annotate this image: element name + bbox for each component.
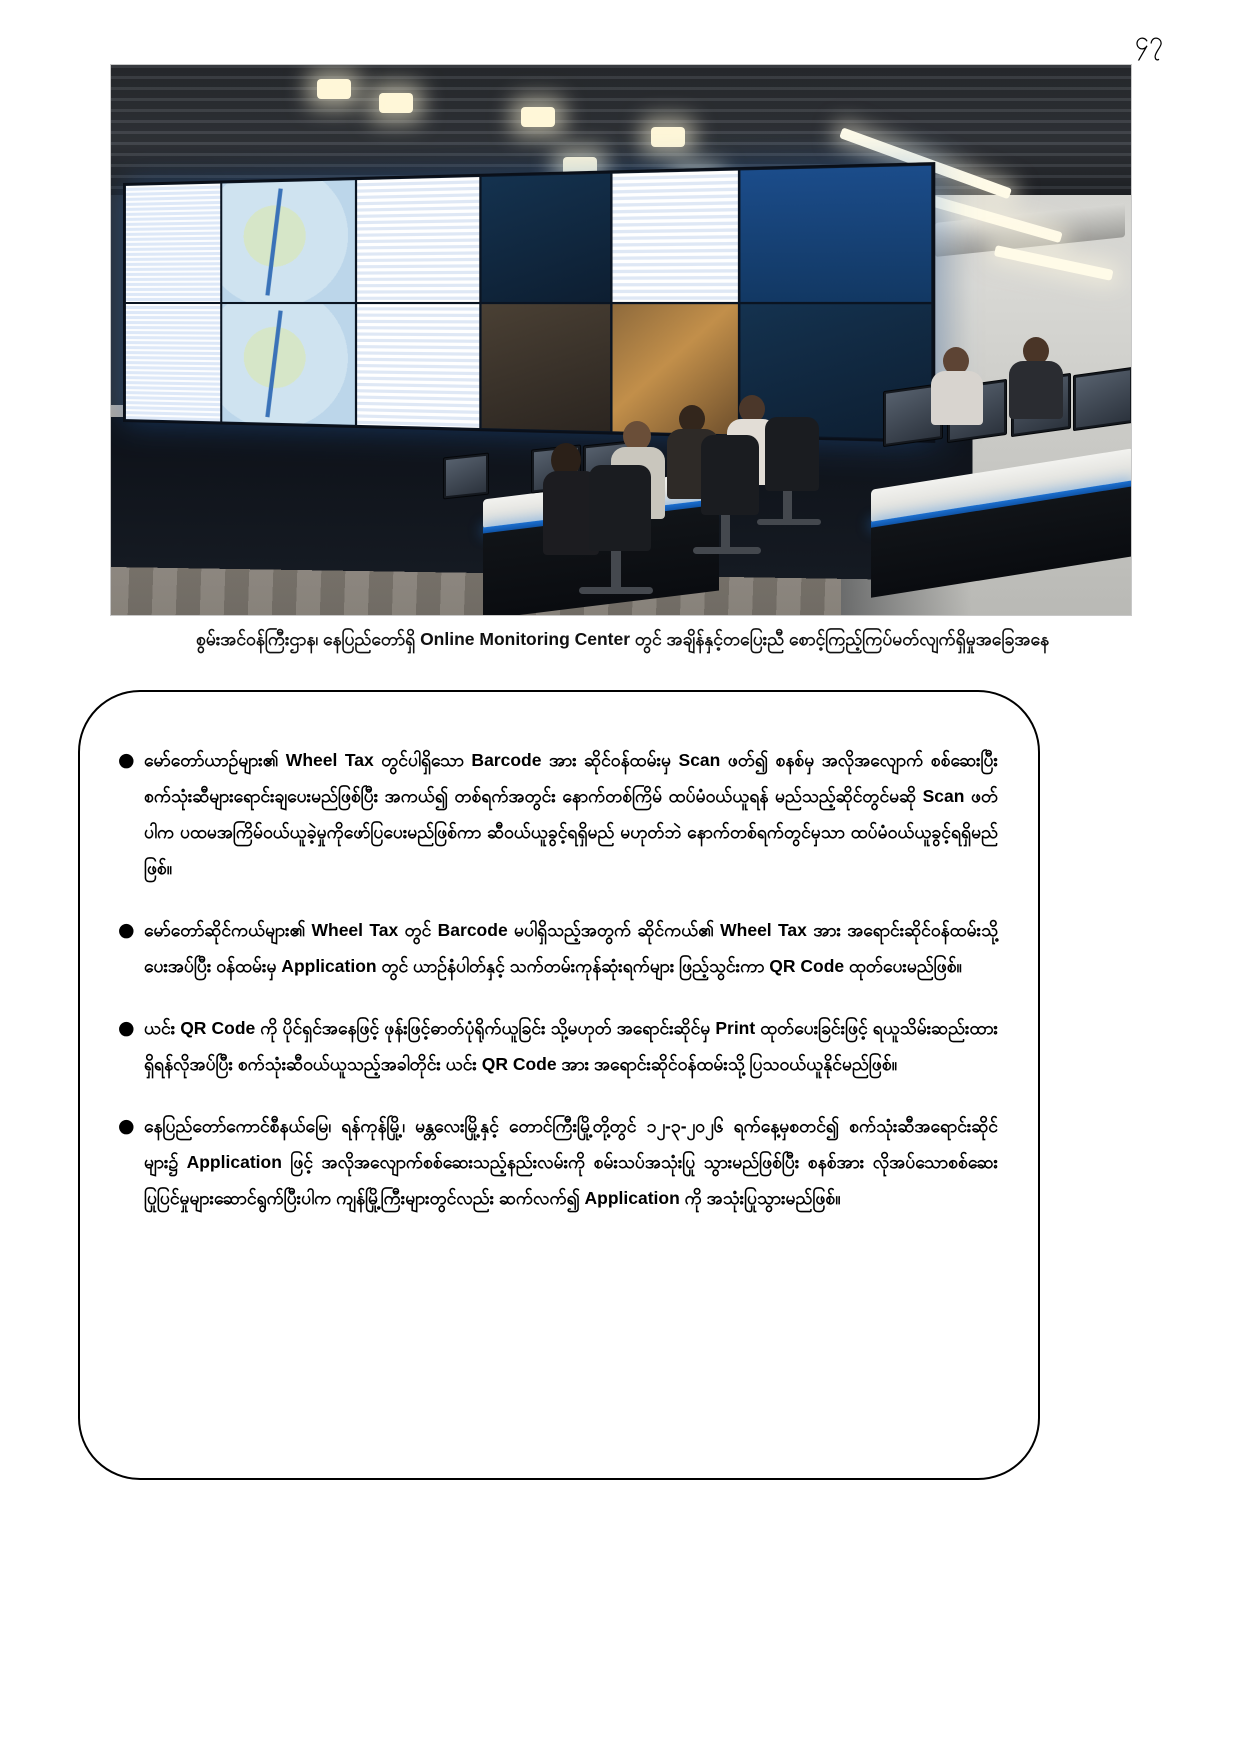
video-wall-panel bbox=[356, 176, 480, 303]
page-number: ၄၇ bbox=[1134, 26, 1163, 55]
video-wall-panel bbox=[739, 164, 932, 303]
monitor-screen bbox=[446, 456, 486, 496]
figure-image bbox=[110, 64, 1132, 616]
chair-column bbox=[721, 515, 730, 551]
office-chair bbox=[701, 435, 759, 515]
chair-base bbox=[757, 519, 821, 525]
ceiling-downlight bbox=[317, 79, 351, 99]
bullet-text: မော်တော်ယာဉ်များ၏ Wheel Tax တွင်ပါရှိသော Barcode အား ဆိုင်ဝန်ထမ်းမှ Scan ဖတ်၍ စနစ်မှ အလိုအလျောက် စစ်ဆေးပြီး စက်သုံးဆီများရောင်းချပေးမည်ဖြစ်ပြီး အကယ်၍ တစ်ရက်အတွင်း နောက်တစ်ကြိမ် ထပ်မံဝယ်ယူရန် မည်သည့်ဆိုင်တွင်မဆို Scan ဖတ်ပါက ပထမအကြိမ်ဝယ်ယူခဲ့မှုကိုဖော်ပြပေးမည်ဖြစ်ကာ ဆီဝယ်ယူခွင့်ရရှိမည် မဟုတ်ဘဲ နောက်တစ်ရက်တွင်မှသာ ထပ်မံဝယ်ယူခွင့်ရရှိမည်ဖြစ်။ bbox=[144, 750, 998, 878]
bullet-marker-icon: ● bbox=[118, 1115, 135, 1137]
bullet-text: ယင်း QR Code ကို ပိုင်ရှင်အနေဖြင့် ဖုန်းဖြင့်ဓာတ်ပုံရိုက်ယူခြင်း သို့မဟုတ် အရောင်းဆိုင်မှ Print ထုတ်ပေးခြင်းဖြင့် ရယူသိမ်းဆည်းထားရှိရန်လိုအပ်ပြီး စက်သုံးဆီဝယ်ယူသည့်အခါတိုင်း ယင်း QR Code အား အရောင်းဆိုင်ဝန်ထမ်းသို့ ပြသဝယ်ယူနိုင်မည်ဖြစ်။ bbox=[144, 1018, 998, 1074]
chair-base bbox=[579, 587, 653, 594]
bullet-marker-icon: ● bbox=[118, 749, 135, 771]
bullet-text: မော်တော်ဆိုင်ကယ်များ၏ Wheel Tax တွင် Barcode မပါရှိသည့်အတွက် ဆိုင်ကယ်၏ Wheel Tax အား အရောင်းဆိုင်ဝန်ထမ်းသို့ပေးအပ်ပြီး ဝန်ထမ်းမှ Application တွင် ယာဉ်နံပါတ်နှင့် သက်တမ်းကုန်ဆုံးရက်များ ဖြည့်သွင်းကာ QR Code ထုတ်ပေးမည်ဖြစ်။ bbox=[144, 920, 998, 976]
video-wall-panel bbox=[611, 169, 739, 303]
bullet-text: နေပြည်တော်ကောင်စီနယ်မြေ၊ ရန်ကုန်မြို့၊ မန္တလေးမြို့နှင့် တောင်ကြီးမြို့တို့တွင် ၁၂-၃-၂၀၂၆ ရက်နေ့မှစတင်၍ စက်သုံးဆီအရောင်းဆိုင်များ၌ Application ဖြင့် အလိုအလျောက်စစ်ဆေးသည့်နည်းလမ်းကို စမ်းသပ်အသုံးပြု သွားမည်ဖြစ်ပြီး စနစ်အား လိုအပ်သောစစ်ဆေးပြုပြင်မှုများဆောင်ရွက်ပြီးပါက ကျန်မြို့ကြီးများတွင်လည်း ဆက်လက်၍ Application ကို အသုံးပြုသွားမည်ဖြစ်။ bbox=[144, 1116, 998, 1208]
bullet-marker-icon: ● bbox=[118, 919, 135, 941]
control-room-scene bbox=[111, 65, 1131, 615]
list-item bbox=[118, 1010, 998, 1082]
operator-person bbox=[1009, 337, 1063, 417]
office-chair bbox=[765, 417, 819, 491]
video-wall-panel bbox=[221, 179, 356, 303]
operator-person bbox=[931, 347, 983, 421]
list-item bbox=[118, 912, 998, 984]
video-wall-panel bbox=[356, 303, 480, 429]
list-item bbox=[118, 1108, 998, 1216]
ceiling-downlight bbox=[379, 93, 413, 113]
operator-monitor bbox=[443, 453, 489, 500]
chair-column bbox=[611, 551, 621, 591]
video-wall bbox=[123, 162, 935, 443]
list-item bbox=[118, 742, 998, 886]
video-wall-panel bbox=[480, 303, 611, 432]
monitor-screen bbox=[1076, 370, 1130, 428]
ceiling-downlight bbox=[521, 107, 555, 127]
video-wall-panel bbox=[125, 183, 221, 304]
video-wall-panel bbox=[480, 173, 611, 303]
ceiling-downlight bbox=[651, 127, 685, 147]
bullet-marker-icon: ● bbox=[118, 1017, 135, 1039]
video-wall-panel bbox=[221, 303, 356, 426]
chair-base bbox=[693, 547, 761, 554]
video-wall-panel bbox=[125, 303, 221, 422]
bullet-list bbox=[118, 742, 998, 1242]
person-body bbox=[1009, 361, 1063, 419]
office-chair bbox=[589, 465, 651, 551]
figure-caption: စွမ်းအင်ဝန်ကြီးဌာန၊ နေပြည်တော်ရှိ Online Monitoring Center တွင် အချိန်နှင့်တပြေးညီ စောင့်ကြည့်ကြပ်မတ်လျက်ရှိမှုအခြေအနေ bbox=[195, 629, 1050, 649]
person-body bbox=[931, 371, 983, 425]
operator-monitor bbox=[1073, 367, 1131, 431]
